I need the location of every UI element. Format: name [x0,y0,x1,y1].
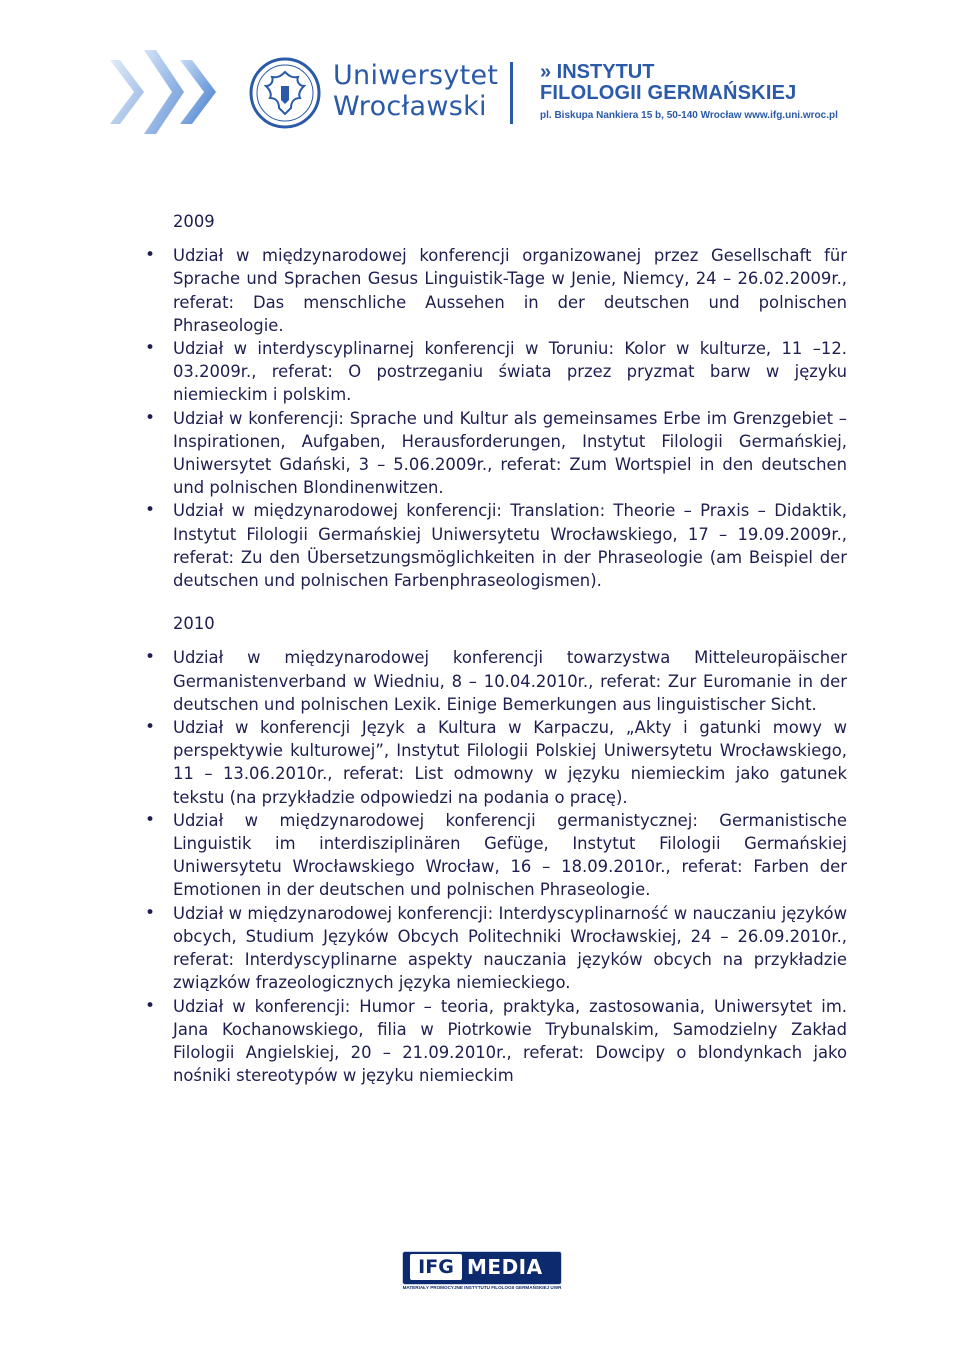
university-name-line2: Wrocławski [333,91,487,122]
institute-line1: » INSTYTUT [540,61,655,83]
logo-media-text: MEDIA [467,1255,543,1279]
university-eagle-emblem-icon [248,56,322,130]
list-item: • Udział w międzynarodowej konferencji organizowanej przez Gesellschaft für Sprache und Sprachen Gesus Linguistik-Tage w Jenie, Niemcy, 24 – 26.02.2009r., referat: Das menschliche Aussehen in der deutschen und polnischen Phraseologie. [145,244,847,337]
institute-address: pl. Biskupa Nankiera 15 b, 50-140 Wrocław www.ifg.uni.wroc.pl [540,110,838,121]
chevrons-icon [104,46,229,146]
section-year-2009: 2009 [173,212,215,231]
section-year-2010: 2010 [173,614,215,634]
document-content [145,210,847,1087]
logo-ifg-text: IFG [410,1254,462,1280]
logo-tagline: MATERIAŁY PROMOCYJNE INSTYTUTU FILOLOGII GERMAŃSKIEJ UWR [402,1285,562,1290]
list-item: • Udział w interdyscyplinarnej konferencji w Toruniu: Kolor w kulturze, 11 –12. 03.2009r., referat: O postrzeganiu świata przez pryzmat barw w języku niemieckim i polskim. [145,337,847,407]
list-item: • Udział w konferencji: Humor – teoria, praktyka, zastosowania, Uniwersytet im. Jana Kochanowskiego, filia w Piotrkowie Trybunalskim, Samodzielny Zakład Filologii Angielskiej, 20 – 21.09.2010r., referat: Dowcipy o blondynkach jako nośniki stereotypów w języku niemieckim [145,995,847,1088]
page-header [0,0,960,170]
conference-list-2009 [145,244,847,592]
list-item: • Udział w międzynarodowej konferencji towarzystwa Mitteleuropäischer Germanistenverband w Wiedniu, 8 – 10.04.2010r., referat: Zur Euromanie in der deutschen und polnischen Lexik. Einige Bemerkungen aus linguistischer Sicht. [145,646,847,716]
list-item: • Udział w konferencji Język a Kultura w Karpaczu, „Akty i gatunki mowy w perspektywie kulturowej”, Instytut Filologii Polskiej Uniwersytetu Wrocławskiego, 11 – 13.06.2010r., referat: List odmowny w języku niemieckim jako gatunek tekstu (na przykładzie odpowiedzi na podania o pracę). [145,716,847,809]
university-name [333,60,498,122]
ifg-media-badge [402,1251,562,1285]
list-item: • Udział w konferencji: Sprache und Kultur als gemeinsames Erbe im Grenzgebiet – Inspirationen, Aufgaben, Herausforderungen, Instytut Filologii Germańskiej, Uniwersytet Gdański, 3 – 5.06.2009r., referat: Zum Wortspiel in den deutschen und polnischen Blondinenwitzen. [145,407,847,500]
conference-list-2010 [145,646,847,1087]
header-divider [510,62,513,124]
list-item: • Udział w międzynarodowej konferencji: Translation: Theorie – Praxis – Didaktik, Instytut Filologii Germańskiej Uniwersytetu Wrocławskiego, 17 – 19.09.2009r., referat: Zu den Übersetzungsmöglichkeiten in der Phraseologie (am Beispiel der deutschen und polnischen Farbenphraseologismen). [145,499,847,592]
ifg-media-logo [402,1251,562,1293]
list-item: • Udział w międzynarodowej konferencji: Interdyscyplinarność w nauczaniu języków obcych, Studium Języków Obcych Politechniki Wrocławskiej, 24 – 26.09.2010r., referat: Interdyscyplinarne aspekty nauczania języków obcych na przykładzie związków frazeologicznych języka niemieckiego. [145,902,847,995]
institute-block [540,62,838,124]
list-item: • Udział w międzynarodowej konferencji germanistycznej: Germanistische Linguistik im interdisziplinären Gefüge, Instytut Filologii Germańskiej Uniwersytetu Wrocławskiego Wrocław, 16 – 18.09.2010r., referat: Farben der Emotionen in der deutschen und polnischen Phraseologie. [145,809,847,902]
institute-line2: FILOLOGII GERMAŃSKIEJ [540,82,797,104]
university-name-line1: Uniwersytet [333,60,499,91]
